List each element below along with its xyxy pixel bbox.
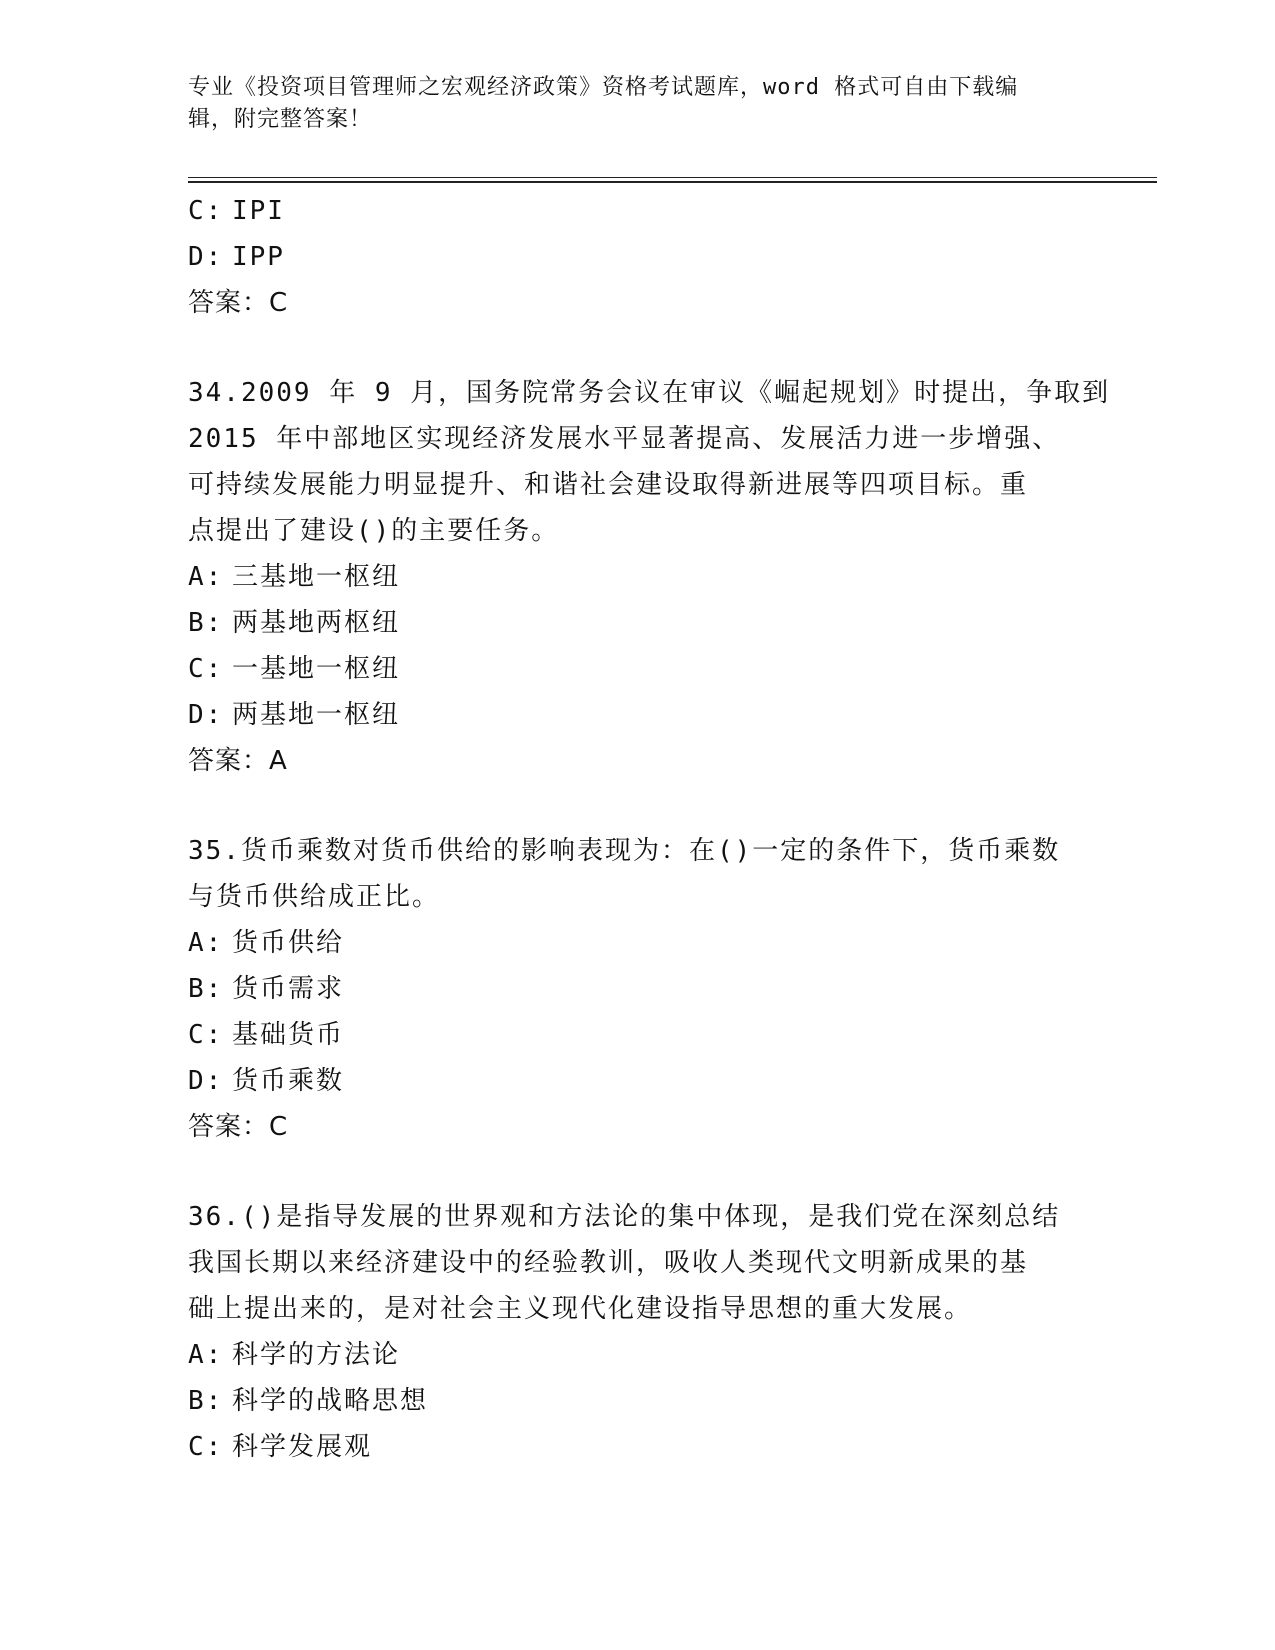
option-letter: A: xyxy=(188,562,224,592)
header-rule-thick xyxy=(188,181,1157,183)
option-letter: C: xyxy=(188,654,224,684)
option-text: 基础货币 xyxy=(232,1020,345,1050)
option-letter: B: xyxy=(188,974,224,1004)
option-a xyxy=(188,920,1088,966)
question-34 xyxy=(188,370,1111,784)
option-text: IPI xyxy=(232,196,285,226)
option-a xyxy=(188,1332,1088,1378)
question-35 xyxy=(188,828,1088,1150)
question-text-line: 点提出了建设()的主要任务。 xyxy=(188,516,560,546)
answer-line: 答案：C xyxy=(188,1112,289,1142)
option-d xyxy=(188,234,1088,280)
option-letter: D: xyxy=(188,1066,224,1096)
option-b xyxy=(188,1378,1088,1424)
option-letter: C: xyxy=(188,1020,224,1050)
option-c xyxy=(188,1424,1088,1470)
option-a xyxy=(188,554,1088,600)
question-text-line: 35.货币乘数对货币供给的影响表现为：在()一定的条件下，货币乘数 xyxy=(188,836,1061,866)
option-text: 三基地一枢纽 xyxy=(232,562,401,592)
prev-question xyxy=(188,188,1088,326)
option-c xyxy=(188,646,1088,692)
option-b xyxy=(188,600,1088,646)
option-d xyxy=(188,692,1088,738)
question-36 xyxy=(188,1194,1088,1470)
option-d xyxy=(188,1058,1088,1104)
option-text: IPP xyxy=(232,242,285,272)
spacer xyxy=(188,326,1088,370)
answer-line: 答案：C xyxy=(188,288,289,318)
question-text-line: 与货币供给成正比。 xyxy=(188,882,441,912)
answer-line: 答案：A xyxy=(188,746,288,776)
option-text: 货币需求 xyxy=(232,974,345,1004)
option-letter: B: xyxy=(188,1386,224,1416)
option-text: 科学的方法论 xyxy=(232,1340,401,1370)
option-letter: D: xyxy=(188,700,224,730)
option-letter: A: xyxy=(188,1340,224,1370)
spacer xyxy=(188,1150,1088,1194)
option-c xyxy=(188,1012,1088,1058)
page-header xyxy=(188,72,1068,136)
option-text: 货币供给 xyxy=(232,928,345,958)
header-line-2: 辑，附完整答案！ xyxy=(188,107,373,132)
option-text: 一基地一枢纽 xyxy=(232,654,401,684)
spacer xyxy=(188,784,1088,828)
option-letter: C: xyxy=(188,1432,224,1462)
option-text: 两基地两枢纽 xyxy=(232,608,401,638)
question-text-line: 2015 年中部地区实现经济发展水平显著提高、发展活力进一步增强、 xyxy=(188,424,1061,454)
option-letter: C: xyxy=(188,196,224,226)
option-letter: A: xyxy=(188,928,224,958)
question-text-line: 可持续发展能力明显提升、和谐社会建设取得新进展等四项目标。重 xyxy=(188,470,1029,500)
question-text-line: 础上提出来的，是对社会主义现代化建设指导思想的重大发展。 xyxy=(188,1294,973,1324)
question-text-line: 34.2009 年 9 月，国务院常务会议在审议《崛起规划》时提出，争取到 xyxy=(188,378,1111,408)
option-text: 科学发展观 xyxy=(232,1432,373,1462)
question-text-line: 我国长期以来经济建设中的经验教训，吸收人类现代文明新成果的基 xyxy=(188,1248,1029,1278)
header-rule-thin xyxy=(188,177,1157,178)
question-body xyxy=(188,188,1111,1470)
option-b xyxy=(188,966,1088,1012)
option-letter: D: xyxy=(188,242,224,272)
option-letter: B: xyxy=(188,608,224,638)
option-text: 两基地一枢纽 xyxy=(232,700,401,730)
option-text: 货币乘数 xyxy=(232,1066,345,1096)
option-text: 科学的战略思想 xyxy=(232,1386,429,1416)
question-text-line: 36.()是指导发展的世界观和方法论的集中体现，是我们党在深刻总结 xyxy=(188,1202,1061,1232)
option-c xyxy=(188,188,1088,234)
header-line-1: 专业《投资项目管理师之宏观经济政策》资格考试题库，word 格式可自由下载编 xyxy=(188,75,1019,100)
